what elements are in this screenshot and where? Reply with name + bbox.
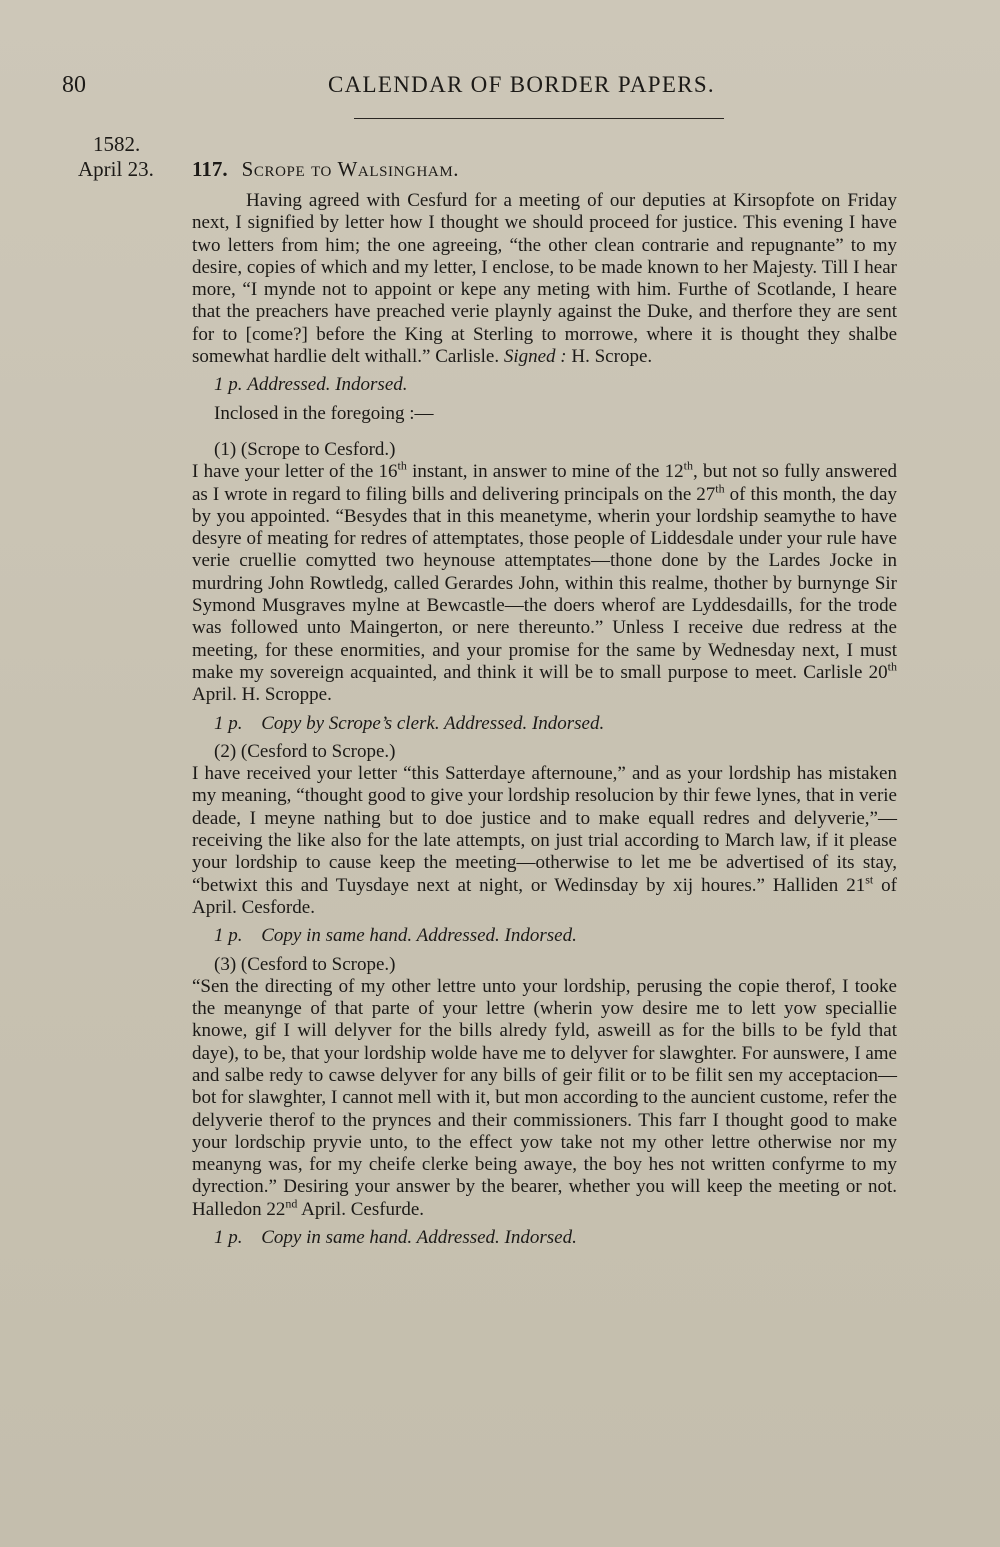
enclosure-2-text: I have received your letter “this Satterdaye afternoune,” and as your lordship has mistaken my meaning, “thought good to give your lordship resolucion by thir fewe lynes, that in verie deade, I meyne nathing but to doe justice and to make equall redres and delyverie,”—receiving the like also for the late attempts, on just trial according to March law, if it please your lordship to cause keep the meeting—otherwise to let me be advertised of its stay, “betwixt this and Tuysdaye next at night, or Wedinsday by xij houres.” Halliden 21st of April. Cesforde. [192,763,898,918]
entry-body [192,190,897,1255]
signed-label: Signed : [503,346,567,368]
enclosure-2-title: (2) (Cesford to Scrope.) [214,740,396,762]
main-letter-paragraph: Having agreed with Cesfurd for a meeting of our deputies at Kirsopfote on Friday next, I signified by letter how I thought we should proceed for justice. This evening I have two letters from him; the one agreeing, “the other clean contrarie and repugnante” to my desire, copies of which and my letter, I enclose, to be made known to her Majesty. Till I hear more, “I mynde not to appoint or kepe any meting with him. Furthe of Scotlande, I heare that the preachers have preached verie playnly against the Duke, and therfore they are sent for to [come?] before the King at Sterling to morrowe, where it is thought they shalbe somewhat hardlie delt withall.” Carlisle. Signed : H. Scrope. [192,190,897,368]
main-letter-note: 1 p. Addressed. Indorsed. [214,374,408,396]
inclosed-label: Inclosed in the foregoing :— [214,402,434,424]
enclosure-1-note: 1 p. Copy by Scrope’s clerk. Addressed. Indorsed. [214,712,605,734]
enclosure-3-note: 1 p. Copy in same hand. Addressed. Indorsed. [214,1227,577,1249]
entry-heading-line [78,157,459,182]
enclosure-1-text: I have your letter of the 16th instant, in answer to mine of the 12th, but not so fully answered as I wrote in regard to filing bills and delivering principals on the 27th of this month, the day by you appointed. “Besydes that in this meanetyme, wherin your lordship seamythe to have desyre of meating for redres of attemptates, those people of Liddesdale under your rule have verie cruellie comytted two heynouse attemptates—thone done by the Lardes Jocke in murdring John Rowtledg, called Gerardes John, within this realme, thother by burnynge Sir Symond Musgraves mylne at Bewcastle—the doers wherof are Lyddesdaills, for the trode was followed unto Maingerton, or nere thereunto.” Unless I receive due redress at the meeting, for these enormities, and your promise for the same by Wednesday next, I must make my sovereign acquainted, and think it will be to small purpose to meet. Carlisle 20th April. H. Scroppe. [192,458,898,706]
signed-name: H. Scrope. [571,346,653,368]
entry-heading: Scrope to Walsingham. [241,157,460,181]
entry-date: April 23. [78,157,154,181]
entry-number: 117. [192,157,228,181]
enclosure-3-title: (3) (Cesford to Scrope.) [214,953,396,975]
enclosure-2-note: 1 p. Copy in same hand. Addressed. Indorsed. [214,925,577,947]
enclosure-3-text: “Sen the directing of my other lettre unto your lordship, perusing the copie therof, I tooke the meanynge of that parte of your lettre (wherin yow desire me to lett yow speciallie knowe, gif I will delyver for the bills alredy fyld, asweill as for the bills to be fyld that daye), to be, that your lordship wolde have me to delyver for slawghter. For aunswere, I ame and salbe redy to cawse delyver for any bills of geir filit or to be filit sen my acceptacion—bot for slawghter, I cannot mell with it, but mon according to the auncient custome, refer the delyverie therof to the prynces and their commissioners. This farr I thought good to make your lordschip pryvie unto, to the effect yow take not my other lettre otherwise nor my meanyng was, for my cheife clerke being awaye, the boy hes not written confyrme to my dyrection.” Desiring your answer by the bearer, whether you will keep the meeting or not. Halledon 22nd April. Cesfurde. [192,975,897,1220]
enclosure-1-title: (1) (Scrope to Cesford.) [214,438,396,460]
entry-year: 1582. [93,132,141,156]
header-rule [354,118,724,119]
page-header [62,72,932,112]
page-number: 80 [62,72,86,98]
running-title: CALENDAR OF BORDER PAPERS. [328,72,715,97]
